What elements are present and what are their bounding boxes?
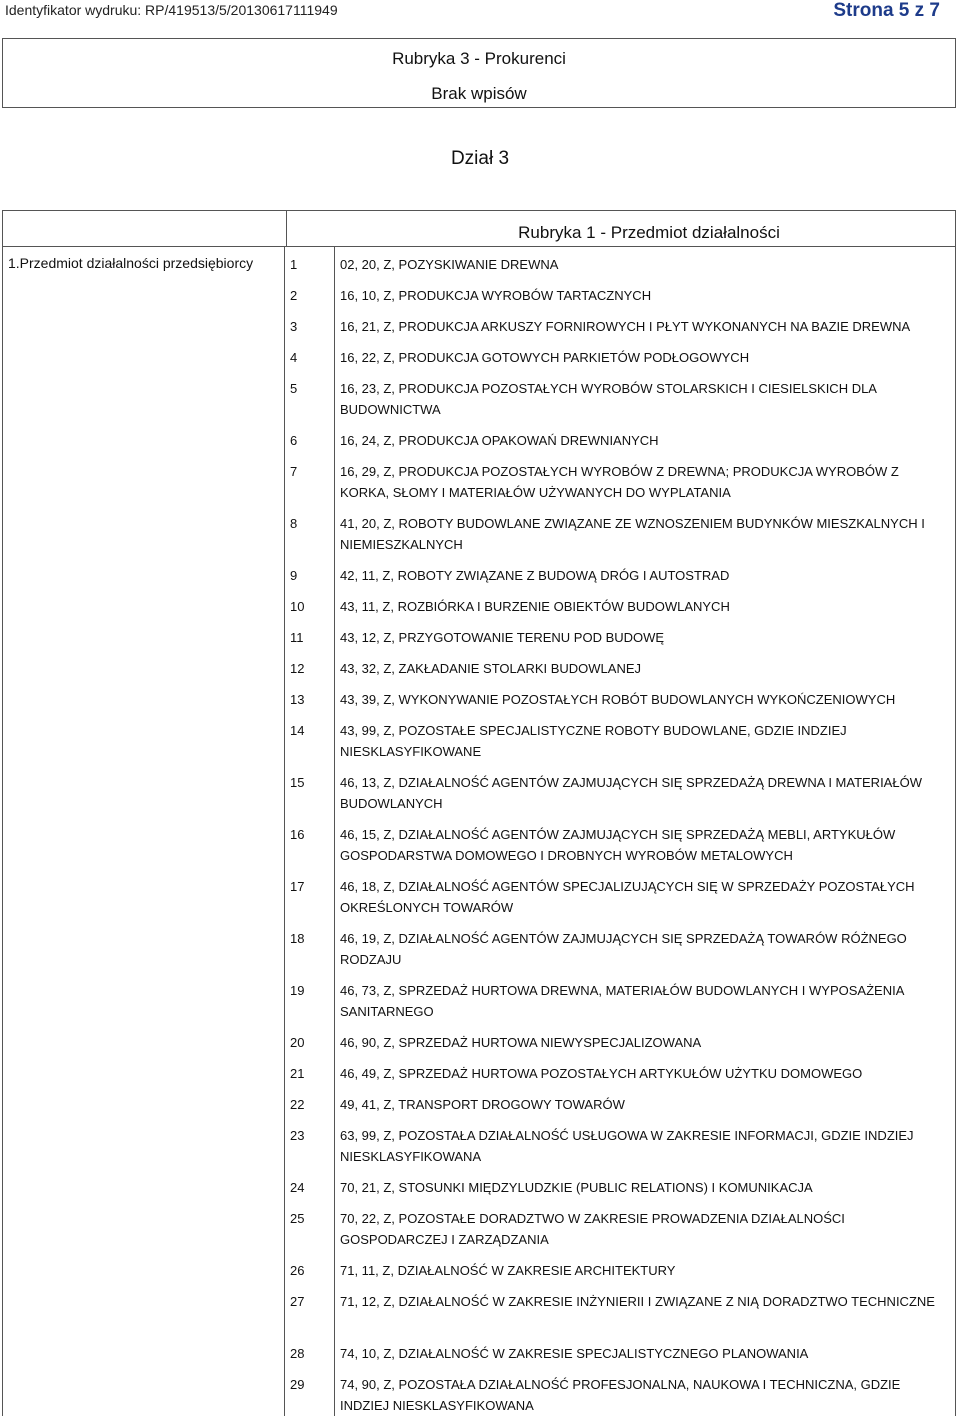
- print-identifier: Identyfikator wydruku: RP/419513/5/20130617111949: [5, 2, 338, 18]
- row-number: 8: [290, 516, 298, 531]
- print-header: [0, 0, 960, 26]
- activity-description: 46, 15, Z, DZIAŁALNOŚĆ AGENTÓW ZAJMUJĄCYCH SIĘ SPRZEDAŻĄ MEBLI, ARTYKUŁÓW GOSPODARSTWA DOMOWEGO I DROBNYCH WYROBÓW METALOWYCH: [340, 827, 896, 863]
- row-number: 29: [290, 1377, 305, 1392]
- prokurenci-section: [2, 38, 956, 108]
- row-number: 6: [290, 433, 298, 448]
- column-divider: [284, 247, 285, 1416]
- activity-description: 16, 22, Z, PRODUKCJA GOTOWYCH PARKIETÓW PODŁOGOWYCH: [340, 350, 750, 365]
- activity-description: 46, 19, Z, DZIAŁALNOŚĆ AGENTÓW ZAJMUJĄCYCH SIĘ SPRZEDAŻĄ TOWARÓW RÓŻNEGO RODZAJU: [340, 931, 907, 967]
- activity-description: 49, 41, Z, TRANSPORT DROGOWY TOWARÓW: [340, 1097, 625, 1112]
- row-number: 23: [290, 1128, 305, 1143]
- prokurenci-title: Rubryka 3 - Prokurenci: [392, 49, 566, 68]
- row-number: 4: [290, 350, 298, 365]
- activity-description: 42, 11, Z, ROBOTY ZWIĄZANE Z BUDOWĄ DRÓG I AUTOSTRAD: [340, 568, 730, 583]
- activity-description: 71, 11, Z, DZIAŁALNOŚĆ W ZAKRESIE ARCHITEKTURY: [340, 1263, 676, 1278]
- row-number: 26: [290, 1263, 305, 1278]
- row-number: 25: [290, 1211, 305, 1226]
- activity-description: 46, 90, Z, SPRZEDAŻ HURTOWA NIEWYSPECJALIZOWANA: [340, 1035, 702, 1050]
- activity-description: 63, 99, Z, POZOSTAŁA DZIAŁALNOŚĆ USŁUGOWA W ZAKRESIE INFORMACJI, GDZIE INDZIEJ NIESKLASYFIKOWANA: [340, 1128, 914, 1164]
- section-title: Dział 3: [450, 148, 510, 169]
- activity-description: 41, 20, Z, ROBOTY BUDOWLANE ZWIĄZANE ZE WZNOSZENIEM BUDYNKÓW MIESZKALNYCH I NIEMIESZKALNYCH: [340, 516, 925, 552]
- column-divider: [286, 210, 287, 246]
- activity-description: 46, 73, Z, SPRZEDAŻ HURTOWA DREWNA, MATERIAŁÓW BUDOWLANYCH I WYPOSAŻENIA SANITARNEGO: [340, 983, 904, 1019]
- activity-description: 02, 20, Z, POZYSKIWANIE DREWNA: [340, 257, 559, 272]
- row-number: 15: [290, 775, 305, 790]
- row-number: 9: [290, 568, 298, 583]
- row-number: 19: [290, 983, 305, 998]
- activity-description: 43, 39, Z, WYKONYWANIE POZOSTAŁYCH ROBÓT BUDOWLANYCH WYKOŃCZENIOWYCH: [340, 692, 896, 707]
- row-number: 13: [290, 692, 305, 707]
- activity-description: 71, 12, Z, DZIAŁALNOŚĆ W ZAKRESIE INŻYNIERII I ZWIĄZANE Z NIĄ DORADZTWO TECHNICZNE: [340, 1294, 935, 1309]
- row-number: 18: [290, 931, 305, 946]
- row-number: 28: [290, 1346, 305, 1361]
- row-number: 5: [290, 381, 298, 396]
- activity-description: 70, 22, Z, POZOSTAŁE DORADZTWO W ZAKRESIE PROWADZENIA DZIAŁALNOŚCI GOSPODARCZEJ I ZARZĄDZANIA: [340, 1211, 845, 1247]
- row-number: 14: [290, 723, 305, 738]
- rubryka-title: Rubryka 1 - Przedmiot działalności: [518, 223, 780, 242]
- activity-description: 43, 32, Z, ZAKŁADANIE STOLARKI BUDOWLANEJ: [340, 661, 642, 676]
- column-divider: [334, 247, 335, 1416]
- activity-description: 74, 90, Z, POZOSTAŁA DZIAŁALNOŚĆ PROFESJONALNA, NAUKOWA I TECHNICZNA, GDZIE INDZIEJ NIESKLASYFIKOWANA: [340, 1377, 901, 1413]
- activity-description: 46, 49, Z, SPRZEDAŻ HURTOWA POZOSTAŁYCH ARTYKUŁÓW UŻYTKU DOMOWEGO: [340, 1066, 863, 1081]
- activity-description: 16, 24, Z, PRODUKCJA OPAKOWAŃ DREWNIANYCH: [340, 433, 659, 448]
- activity-description: 70, 21, Z, STOSUNKI MIĘDZYLUDZKIE (PUBLIC RELATIONS) I KOMUNIKACJA: [340, 1180, 813, 1195]
- row-number: 27: [290, 1294, 305, 1309]
- row-number: 17: [290, 879, 305, 894]
- row-number: 21: [290, 1066, 305, 1081]
- row-number: 20: [290, 1035, 305, 1050]
- row-number: 11: [290, 630, 304, 645]
- row-number: 12: [290, 661, 305, 676]
- activity-description: 43, 11, Z, ROZBIÓRKA I BURZENIE OBIEKTÓW BUDOWLANYCH: [340, 599, 730, 614]
- rubryka-header: [2, 210, 956, 246]
- activity-table: [2, 246, 956, 1416]
- row-number: 7: [290, 464, 298, 479]
- row-number: 1: [290, 257, 298, 272]
- row-number: 3: [290, 319, 298, 334]
- activity-description: 16, 10, Z, PRODUKCJA WYROBÓW TARTACZNYCH: [340, 288, 652, 303]
- activity-description: 46, 18, Z, DZIAŁALNOŚĆ AGENTÓW SPECJALIZUJĄCYCH SIĘ W SPRZEDAŻY POZOSTAŁYCH OKREŚLONYCH TOWARÓW: [340, 879, 915, 915]
- page-number: Strona 5 z 7: [833, 0, 940, 21]
- activity-description: 46, 13, Z, DZIAŁALNOŚĆ AGENTÓW ZAJMUJĄCYCH SIĘ SPRZEDAŻĄ DREWNA I MATERIAŁÓW BUDOWLANYCH: [340, 775, 922, 811]
- activity-description: 43, 12, Z, PRZYGOTOWANIE TERENU POD BUDOWĘ: [340, 630, 665, 645]
- field-label: 1.Przedmiot działalności przedsiębiorcy: [8, 255, 254, 271]
- row-number: 22: [290, 1097, 305, 1112]
- activity-description: 43, 99, Z, POZOSTAŁE SPECJALISTYCZNE ROBOTY BUDOWLANE, GDZIE INDZIEJ NIESKLASYFIKOWANE: [340, 723, 847, 759]
- prokurenci-status: Brak wpisów: [431, 84, 527, 103]
- activity-description: 16, 23, Z, PRODUKCJA POZOSTAŁYCH WYROBÓW STOLARSKICH I CIESIELSKICH DLA BUDOWNICTWA: [340, 381, 877, 417]
- row-number: 2: [290, 288, 298, 303]
- row-number: 24: [290, 1180, 305, 1195]
- activity-description: 16, 21, Z, PRODUKCJA ARKUSZY FORNIROWYCH I PŁYT WYKONANYCH NA BAZIE DREWNA: [340, 319, 911, 334]
- row-number: 10: [290, 599, 305, 614]
- activity-description: 74, 10, Z, DZIAŁALNOŚĆ W ZAKRESIE SPECJALISTYCZNEGO PLANOWANIA: [340, 1346, 809, 1361]
- row-number: 16: [290, 827, 305, 842]
- activity-description: 16, 29, Z, PRODUKCJA POZOSTAŁYCH WYROBÓW Z DREWNA; PRODUKCJA WYROBÓW Z KORKA, SŁOMY I MATERIAŁÓW UŻYWANYCH DO WYPLATANIA: [340, 464, 899, 500]
